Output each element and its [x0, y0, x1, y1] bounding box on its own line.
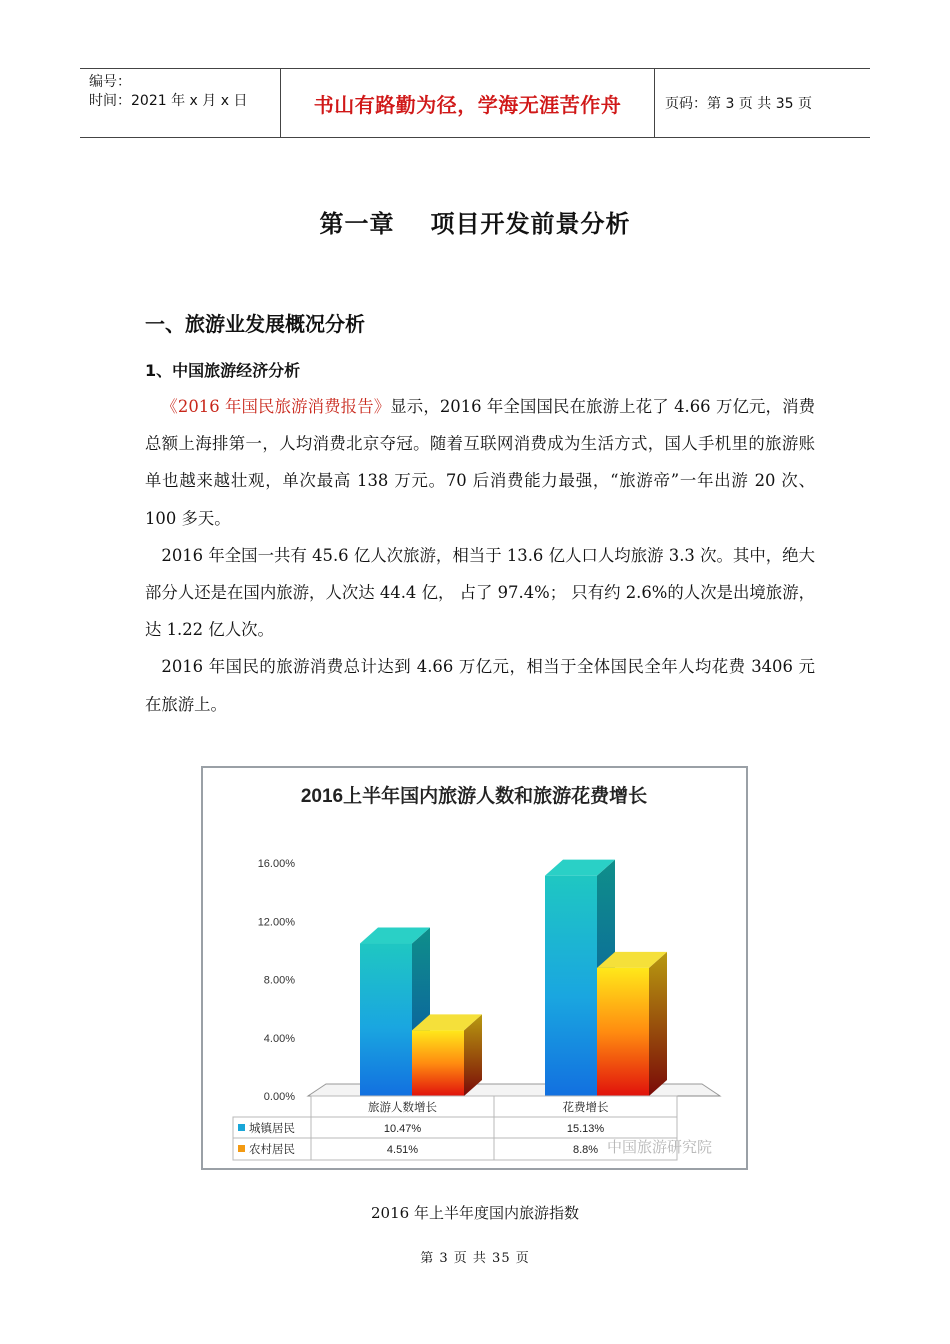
chapter-heading	[0, 204, 950, 239]
body-text	[145, 388, 815, 723]
paragraph-1	[145, 388, 815, 537]
data-label: 4.51%	[386, 1144, 419, 1156]
bar	[597, 968, 649, 1096]
paragraph-1-text: 显示，2016 年全国国民在旅游上花了 4.66 万亿元，消费总额上海排第一，人均消费北京夺冠。随着互联网消费成为生活方式，国人手机里的旅游账单也越来越壮观，单次最高 138 万元。70 后消费能力最强，“旅游帝”一年出游 20 次、100 多天。	[145, 397, 815, 528]
page-header	[80, 68, 870, 138]
header-motto: 书山有路勤为径，学海无涯苦作舟	[281, 69, 655, 137]
page-footer: 第 3 页 共 35 页	[420, 1251, 530, 1266]
legend-swatch	[238, 1124, 245, 1131]
data-label: 10.47%	[383, 1123, 422, 1135]
data-label: 8.8%	[572, 1144, 599, 1156]
y-tick-label: 8.00%	[263, 974, 295, 987]
header-meta	[80, 69, 281, 137]
category-label: 旅游人数增长	[368, 1102, 437, 1114]
category-label: 花费增长	[562, 1102, 609, 1114]
chart-watermark: 中国旅游研究院	[607, 1139, 713, 1156]
figure-caption: 2016 年上半年度国内旅游指数	[371, 1204, 579, 1222]
bar	[545, 876, 597, 1096]
bar	[360, 944, 412, 1096]
data-label: 15.13%	[566, 1123, 605, 1135]
bar-chart	[203, 768, 746, 1168]
report-title-link: 《2016 年国民旅游消费报告》	[161, 397, 391, 416]
paragraph-2: 2016 年全国一共有 45.6 亿人次旅游，相当于 13.6 亿人口人均旅游 3.3 次。其中，绝大部分人还是在国内旅游，人次达 44.4 亿， 占了 97.4%； 只有约 2.6%的人次是出境旅游，达 1.22 亿人次。	[145, 545, 815, 640]
bar	[412, 1030, 464, 1096]
document-time: 时间：2021 年 x 月 x 日	[89, 93, 248, 109]
chapter-number: 第一章	[319, 210, 395, 238]
header-page-info: 页码：第 3 页 共 35 页	[665, 96, 812, 112]
legend-label: 城镇居民	[249, 1123, 295, 1135]
bar-side	[649, 952, 667, 1096]
y-tick-label: 16.00%	[257, 858, 295, 870]
legend-label: 农村居民	[249, 1144, 295, 1156]
chart-frame	[201, 766, 748, 1170]
y-tick-label: 4.00%	[263, 1032, 295, 1045]
paragraph-3: 2016 年国民的旅游消费总计达到 4.66 万亿元，相当于全体国民全年人均花费 3406 元在旅游上。	[145, 657, 815, 714]
section-heading: 一、旅游业发展概况分析	[145, 312, 365, 336]
y-tick-label: 0.00%	[263, 1091, 295, 1103]
legend-swatch	[238, 1145, 245, 1152]
y-tick-label: 12.00%	[257, 916, 295, 929]
chapter-title: 项目开发前景分析	[430, 210, 631, 238]
chart-title: 2016上半年国内旅游人数和旅游花费增长	[300, 786, 648, 807]
subsection-heading: 1、中国旅游经济分析	[145, 361, 301, 380]
document-number-label: 编号：	[89, 74, 131, 90]
